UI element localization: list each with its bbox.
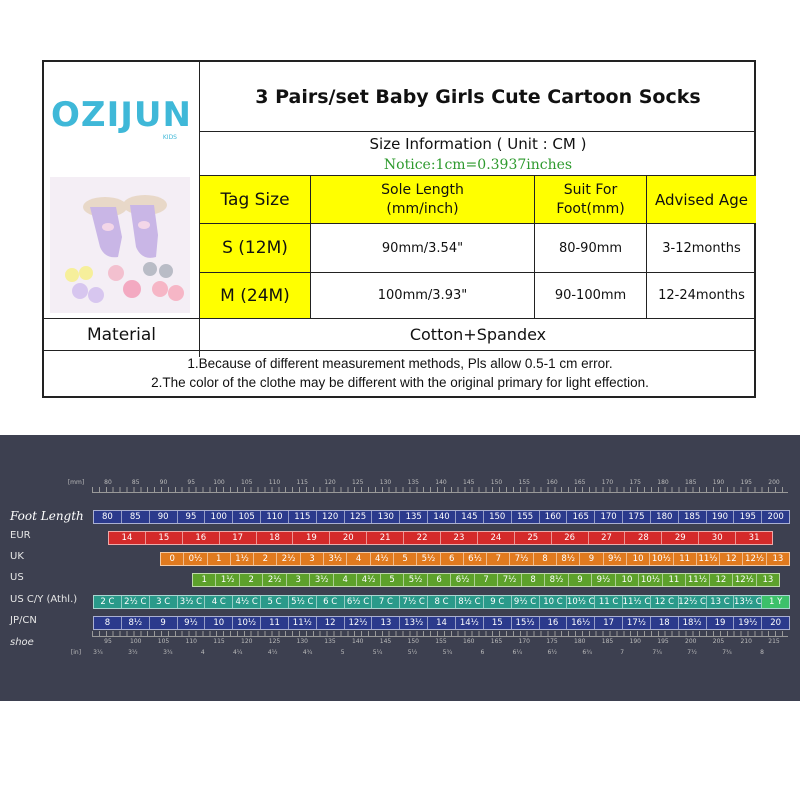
chart-cell: 1 bbox=[208, 553, 231, 565]
ruler-label: 140 bbox=[435, 479, 447, 486]
chart-cell: 0½ bbox=[184, 553, 207, 565]
chart-row-band bbox=[93, 616, 790, 630]
chart-cell: 23 bbox=[441, 532, 478, 544]
chart-cell: 7½ C bbox=[400, 596, 428, 608]
chart-cell: 7 bbox=[487, 553, 510, 565]
brand-logo bbox=[44, 62, 199, 177]
ruler-label: 195 bbox=[740, 479, 752, 486]
chart-cell: 12 bbox=[317, 617, 345, 629]
chart-cell: 2½ C bbox=[122, 596, 150, 608]
chart-cell: 185 bbox=[679, 511, 707, 523]
chart-cell: 10½ bbox=[650, 553, 673, 565]
ruler-label: 4¼ bbox=[232, 649, 243, 656]
chart-cell: 27 bbox=[589, 532, 626, 544]
chart-cell: 110 bbox=[261, 511, 289, 523]
chart-cell: 5 bbox=[394, 553, 417, 565]
chart-cell: 10 bbox=[205, 617, 233, 629]
chart-row-label: shoe bbox=[10, 637, 34, 648]
chart-row-band bbox=[93, 595, 790, 609]
ruler-label: 90 bbox=[159, 479, 168, 486]
chart-cell: 14 bbox=[109, 532, 146, 544]
chart-cell: 4½ C bbox=[233, 596, 261, 608]
chart-cell: 17 bbox=[220, 532, 257, 544]
chart-cell: 8½ C bbox=[456, 596, 484, 608]
note-line: 2.The color of the clothe may be different with the original primary for light effection. bbox=[151, 374, 649, 390]
ruler-label: 155 bbox=[435, 638, 447, 645]
row-advised-age: 12-24months bbox=[658, 288, 745, 303]
chart-cell: 29 bbox=[662, 532, 699, 544]
ruler-unit-label: [in] bbox=[70, 649, 82, 656]
chart-row-band bbox=[108, 531, 773, 545]
product-photo bbox=[50, 177, 190, 313]
ruler-label: 8 bbox=[760, 649, 764, 656]
ruler-label: 85 bbox=[131, 479, 140, 486]
chart-cell: 11 C bbox=[595, 596, 623, 608]
ruler-label: 3¼ bbox=[93, 649, 103, 656]
chart-cell: 11½ C bbox=[623, 597, 651, 607]
row-sole-length: 100mm/3.93" bbox=[377, 288, 468, 303]
chart-cell: 8½ bbox=[545, 574, 568, 586]
chart-cell: 21 bbox=[367, 532, 404, 544]
ruler-label: 145 bbox=[463, 479, 475, 486]
chart-cell: 3½ C bbox=[178, 596, 206, 608]
chart-cell: 11 bbox=[674, 553, 697, 565]
chart-row-label: UK bbox=[10, 551, 24, 562]
chart-cell: 6½ C bbox=[345, 596, 373, 608]
ruler-label: 215 bbox=[768, 638, 780, 645]
ruler-label: 7½ bbox=[687, 649, 697, 656]
chart-cell: 10½ bbox=[639, 574, 662, 586]
chart-row-label: JP/CN bbox=[10, 615, 37, 626]
ruler-label: 130 bbox=[296, 638, 308, 645]
chart-row-label: Foot Length bbox=[10, 509, 84, 523]
ruler-label: 190 bbox=[712, 479, 725, 486]
chart-row-band bbox=[93, 510, 790, 524]
header-advised-age: Advised Age bbox=[647, 176, 756, 223]
ruler-label: 130 bbox=[379, 479, 392, 486]
row-sole-length: 90mm/3.54" bbox=[381, 240, 464, 256]
ruler-label: 165 bbox=[490, 638, 503, 645]
chart-cell: 6 bbox=[428, 574, 451, 586]
ruler-label: 135 bbox=[407, 479, 419, 486]
ruler-label: 5¼ bbox=[372, 649, 383, 656]
chart-cell: 15 bbox=[146, 532, 183, 544]
chart-cell: 30 bbox=[699, 532, 736, 544]
chart-cell: 1½ bbox=[216, 574, 239, 586]
logo-subtext: KIDS bbox=[162, 134, 177, 141]
chart-row-label: US bbox=[10, 572, 24, 583]
row-advised-age: 3-12months bbox=[662, 240, 741, 256]
ruler-label: 195 bbox=[657, 638, 669, 645]
chart-cell: 9½ bbox=[178, 617, 206, 629]
chart-cell: 17½ bbox=[623, 617, 651, 629]
chart-cell: 9 bbox=[580, 553, 603, 565]
ruler-label: 105 bbox=[157, 638, 170, 645]
ruler-label: 200 bbox=[768, 479, 780, 486]
chart-cell: 18 bbox=[651, 617, 679, 629]
chart-cell: 160 bbox=[540, 511, 568, 523]
chart-cell: 195 bbox=[734, 511, 762, 523]
row-tag-size: S (12M) bbox=[200, 224, 310, 272]
ruler-label: 155 bbox=[518, 479, 530, 486]
chart-cell: 4½ bbox=[357, 574, 380, 586]
chart-cell: 150 bbox=[484, 511, 512, 523]
ruler-label: 5 bbox=[340, 649, 345, 656]
chart-cell: 24 bbox=[478, 532, 515, 544]
row-suit-for: 90-100mm bbox=[554, 288, 627, 303]
ruler-label: 190 bbox=[629, 638, 641, 645]
chart-cell: 12 bbox=[720, 553, 743, 565]
ruler-ticks bbox=[92, 631, 788, 637]
ruler-label: 4¾ bbox=[302, 649, 313, 656]
chart-cell: 115 bbox=[289, 511, 317, 523]
ruler-label: 6¾ bbox=[582, 649, 593, 656]
chart-cell: 20 bbox=[330, 532, 367, 544]
chart-cell: 180 bbox=[651, 511, 679, 523]
chart-cell: 26 bbox=[552, 532, 589, 544]
header-suit-for: Suit For Foot(mm) bbox=[535, 176, 646, 223]
chart-cell: 12 bbox=[710, 574, 733, 586]
ruler-label: 120 bbox=[324, 479, 336, 486]
ruler-label: 6¼ bbox=[512, 649, 523, 656]
chart-cell: 8½ bbox=[122, 617, 150, 629]
chart-row-band bbox=[160, 552, 790, 566]
chart-cell: 9 bbox=[150, 617, 178, 629]
ruler-label: 5½ bbox=[407, 649, 418, 656]
chart-row-band bbox=[192, 573, 780, 587]
chart-cell: 10½ C bbox=[567, 597, 595, 607]
chart-cell: 155 bbox=[512, 511, 540, 523]
chart-cell: 200 bbox=[767, 512, 784, 522]
socks-illustration bbox=[50, 177, 190, 313]
ruler-label: 4½ bbox=[267, 649, 278, 656]
chart-cell: 13½ C bbox=[734, 597, 762, 607]
chart-cell: 15½ bbox=[512, 617, 540, 629]
chart-cell: 105 bbox=[233, 511, 261, 523]
chart-cell: 5½ C bbox=[289, 596, 317, 608]
chart-cell: 25 bbox=[515, 532, 552, 544]
chart-cell: 5½ bbox=[404, 574, 427, 586]
chart-cell: 8 C bbox=[428, 596, 456, 608]
ruler-label: 115 bbox=[296, 479, 308, 486]
ruler-label: 145 bbox=[379, 638, 392, 645]
chart-cell: 3½ bbox=[310, 574, 333, 586]
chart-cell: 10 C bbox=[540, 596, 568, 608]
top-ruler bbox=[68, 479, 788, 499]
chart-cell: 15 bbox=[484, 617, 512, 629]
size-table bbox=[42, 60, 756, 398]
chart-cell: 2 C bbox=[94, 596, 122, 608]
chart-cell: 130 bbox=[372, 511, 400, 523]
chart-cell: 85 bbox=[122, 511, 150, 523]
ruler-label: 125 bbox=[268, 638, 281, 645]
chart-cell: 11 bbox=[663, 574, 686, 586]
ruler-label: 115 bbox=[213, 638, 225, 645]
ruler-label: 95 bbox=[187, 479, 196, 486]
chart-cell: 8 bbox=[534, 553, 557, 565]
ruler-label: 5¾ bbox=[442, 649, 453, 656]
chart-row-label: EUR bbox=[10, 530, 31, 541]
note-line: 1.Because of different measurement methods, Pls allow 0.5-1 cm error. bbox=[187, 356, 613, 372]
ruler-label: 175 bbox=[629, 479, 641, 486]
ruler-label: 135 bbox=[324, 638, 336, 645]
chart-cell: 19½ bbox=[734, 617, 762, 629]
ruler-label: 80 bbox=[104, 479, 112, 486]
chart-cell: 6½ bbox=[464, 553, 487, 565]
chart-cell: 12½ bbox=[743, 553, 766, 565]
chart-cell: 6 bbox=[441, 553, 464, 565]
ruler-label: 185 bbox=[685, 479, 697, 486]
ruler-label: 150 bbox=[490, 479, 503, 486]
page-title: 3 Pairs/set Baby Girls Cute Cartoon Socks bbox=[255, 85, 701, 108]
chart-cell: 175 bbox=[623, 511, 651, 523]
chart-cell: 10 bbox=[616, 574, 639, 586]
ruler-label: 7 bbox=[620, 649, 625, 656]
chart-cell: 165 bbox=[567, 511, 595, 523]
ruler-label: 140 bbox=[352, 638, 364, 645]
ruler-label: 100 bbox=[130, 638, 142, 645]
chart-cell: 13 C bbox=[707, 596, 735, 608]
ruler-label: 210 bbox=[740, 638, 752, 645]
ruler-label: 175 bbox=[546, 638, 558, 645]
chart-cell: 18½ bbox=[679, 617, 707, 629]
chart-cell: 16 bbox=[183, 532, 220, 544]
chart-cell: 3 bbox=[287, 574, 310, 586]
ruler-label: 200 bbox=[685, 638, 697, 645]
ruler-label: 6½ bbox=[547, 649, 558, 656]
chart-cell: 4 C bbox=[205, 596, 233, 608]
ruler-label: 180 bbox=[657, 479, 669, 486]
chart-cell: 3½ bbox=[324, 553, 347, 565]
chart-cell: 10 bbox=[627, 553, 650, 565]
ruler-label: 110 bbox=[268, 479, 281, 486]
ruler-label: 120 bbox=[241, 638, 253, 645]
ruler-label: 4 bbox=[200, 649, 205, 656]
material-value: Cotton+Spandex bbox=[409, 325, 547, 344]
notes bbox=[44, 351, 756, 396]
ruler-label: 100 bbox=[213, 479, 225, 486]
chart-cell: 5 bbox=[381, 574, 404, 586]
ruler-label: 105 bbox=[241, 479, 253, 486]
chart-cell: 3 bbox=[301, 553, 324, 565]
chart-cell: 17 bbox=[595, 617, 623, 629]
chart-cell: 125 bbox=[345, 511, 373, 523]
chart-cell: 20 bbox=[770, 618, 782, 628]
ruler-label: 180 bbox=[574, 638, 586, 645]
chart-cell: 7½ bbox=[498, 574, 521, 586]
chart-cell: 11½ bbox=[697, 553, 720, 565]
chart-cell: 2 bbox=[240, 574, 263, 586]
chart-cell: 12½ C bbox=[678, 597, 706, 607]
chart-cell: 11 bbox=[261, 617, 289, 629]
chart-cell: 28 bbox=[625, 532, 662, 544]
chart-cell: 16½ bbox=[567, 617, 595, 629]
ruler-label: 7¾ bbox=[722, 649, 732, 656]
row-suit-for: 80-90mm bbox=[558, 240, 623, 256]
chart-cell: 0 bbox=[161, 553, 184, 565]
chart-cell: 19 bbox=[707, 617, 735, 629]
chart-cell: 13½ bbox=[400, 617, 428, 629]
row-tag-size: M (24M) bbox=[200, 273, 310, 318]
header-sole-length: Sole Length (mm/inch) bbox=[311, 176, 534, 223]
logo-text: OZIJUN bbox=[51, 95, 192, 135]
chart-cell: 7 bbox=[475, 574, 498, 586]
chart-cell: 90 bbox=[150, 511, 178, 523]
ruler-label: 185 bbox=[601, 638, 614, 645]
chart-cell: 9 bbox=[569, 574, 592, 586]
chart-cell: 13 bbox=[772, 554, 784, 564]
chart-cell: 170 bbox=[595, 511, 623, 523]
chart-cell: 8½ bbox=[557, 553, 580, 565]
unit-notice: Notice:1cm=0.3937inches bbox=[383, 157, 573, 173]
chart-cell: 31 bbox=[748, 533, 760, 543]
ruler-label: 125 bbox=[352, 479, 364, 486]
chart-cell: 140 bbox=[428, 511, 456, 523]
ruler-label: 3½ bbox=[128, 649, 138, 656]
header-tag-size: Tag Size bbox=[200, 176, 310, 223]
chart-cell: 6 C bbox=[317, 596, 345, 608]
chart-cell: 12½ bbox=[733, 574, 756, 586]
ruler-label: 110 bbox=[185, 638, 197, 645]
ruler-label: 170 bbox=[601, 479, 614, 486]
chart-cell: 135 bbox=[400, 511, 428, 523]
ruler-label: 165 bbox=[574, 479, 586, 486]
chart-cell: 11½ bbox=[686, 574, 709, 586]
chart-cell: 18 bbox=[257, 532, 294, 544]
ruler-label: 160 bbox=[546, 479, 558, 486]
chart-cell: 3 C bbox=[150, 596, 178, 608]
ruler-label: 6 bbox=[480, 649, 485, 656]
chart-cell: 95 bbox=[178, 511, 206, 523]
chart-cell: 11½ bbox=[289, 617, 317, 629]
bottom-ruler bbox=[68, 631, 788, 656]
ruler-label: 95 bbox=[104, 638, 112, 645]
chart-row-label: US C/Y (Athl.) bbox=[10, 594, 78, 605]
chart-cell: 120 bbox=[317, 511, 345, 523]
chart-cell: 10½ bbox=[233, 617, 261, 629]
chart-cell: 4 bbox=[347, 553, 370, 565]
chart-cell: 5½ bbox=[417, 553, 440, 565]
chart-cell: 2½ bbox=[277, 553, 300, 565]
chart-cell: 13 bbox=[762, 575, 774, 585]
chart-cell: 16 bbox=[540, 617, 568, 629]
ruler-label: 170 bbox=[518, 638, 530, 645]
size-conversion-chart bbox=[0, 435, 800, 701]
chart-cell: 14 bbox=[428, 617, 456, 629]
chart-cell: 9½ bbox=[592, 574, 615, 586]
chart-cell: 13 bbox=[372, 617, 400, 629]
material-label: Material bbox=[86, 324, 157, 345]
ruler-label: 205 bbox=[712, 638, 725, 645]
chart-cell: 9 C bbox=[484, 596, 512, 608]
chart-cell: 2½ bbox=[263, 574, 286, 586]
ruler-label: 150 bbox=[407, 638, 419, 645]
chart-cell: 100 bbox=[205, 511, 233, 523]
chart-cell: 1 Y bbox=[762, 596, 789, 608]
ruler-label: 3¾ bbox=[163, 649, 173, 656]
chart-cell: 6½ bbox=[451, 574, 474, 586]
chart-cell: 5 C bbox=[261, 596, 289, 608]
ruler-unit-label: [mm] bbox=[67, 479, 85, 486]
chart-cell: 9½ C bbox=[512, 596, 540, 608]
chart-cell: 12½ bbox=[345, 617, 373, 629]
chart-cell: 8 bbox=[94, 617, 122, 629]
chart-cell: 9½ bbox=[604, 553, 627, 565]
chart-cell: 7½ bbox=[510, 553, 533, 565]
chart-cell: 12 C bbox=[651, 596, 679, 608]
ruler-ticks bbox=[92, 487, 788, 493]
chart-cell: 2 bbox=[254, 553, 277, 565]
chart-cell: 145 bbox=[456, 511, 484, 523]
chart-cell: 7 C bbox=[372, 596, 400, 608]
ruler-label: 7¼ bbox=[652, 649, 662, 656]
chart-cell: 14½ bbox=[456, 617, 484, 629]
chart-cell: 190 bbox=[707, 511, 735, 523]
chart-cell: 1½ bbox=[231, 553, 254, 565]
chart-cell: 4½ bbox=[371, 553, 394, 565]
ruler-label: 160 bbox=[463, 638, 475, 645]
chart-cell: 1 bbox=[193, 574, 216, 586]
chart-cell: 4 bbox=[334, 574, 357, 586]
chart-cell: 8 bbox=[522, 574, 545, 586]
chart-cell: 80 bbox=[94, 511, 122, 523]
chart-cell: 22 bbox=[404, 532, 441, 544]
chart-cell: 19 bbox=[293, 532, 330, 544]
size-info-heading: Size Information ( Unit : CM ) bbox=[369, 135, 587, 153]
